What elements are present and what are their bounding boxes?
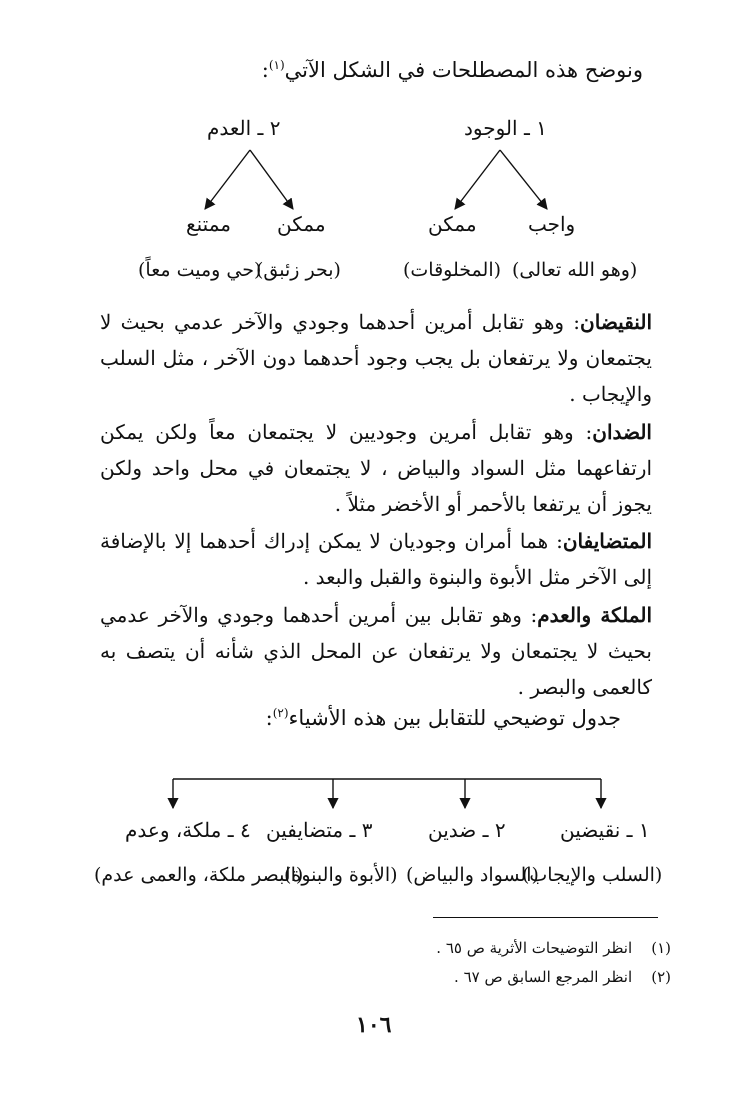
footnote-number: (٢) [651, 968, 671, 986]
intro-text: ونوضح هذه المصطلحات في الشكل الآتي [284, 58, 643, 82]
wujud-mumkin: ممكن [428, 212, 477, 236]
term-sep: : [521, 603, 538, 627]
wujud-label: ١ ـ الوجود [464, 116, 547, 140]
intro-colon: : [261, 58, 269, 82]
intro-line [262, 58, 643, 82]
table-item-1-label: ١ ـ نقيضين [560, 818, 650, 842]
table-item-2-example: (السواد والبياض) [406, 864, 539, 886]
footnote-2 [454, 968, 671, 986]
term-naqidan: النقيضان [580, 310, 652, 334]
term-sep: : [564, 310, 581, 334]
table-intro-line [266, 706, 621, 730]
footnote-mark-2: (٢) [272, 706, 289, 720]
wujud-mumkin-example: (المخلوقات) [403, 259, 502, 281]
footnote-1 [436, 939, 671, 957]
adam-arrow-left [250, 150, 293, 209]
adam-mumtani-example: (حي وميت معاً) [138, 259, 262, 281]
term-malaka: الملكة والعدم [537, 603, 652, 627]
term-sep: : [573, 420, 593, 444]
wujud-arrow-right [455, 150, 500, 209]
footnote-number: (١) [651, 939, 671, 957]
footnote-rule [433, 917, 658, 918]
footnote-mark-1: (١) [268, 58, 285, 72]
adam-mumkin-example: (بحر زئبق) [256, 259, 341, 281]
table-item-4-label: ٤ ـ ملكة، وعدم [125, 818, 251, 842]
table-item-1-example: (السلب والإيجاب) [522, 864, 663, 886]
footnote-text: انظر التوضيحات الأثرية ص ٦٥ . [436, 939, 633, 957]
paragraph-text: هما أمران وجوديان لا يمكن إدراك أحدهما إلا بالإضافة إلى الآخر مثل الأبوة والبنوة والقبل والبعد . [100, 529, 652, 589]
term-mutadayifan: المتضايفان [562, 529, 652, 553]
footnote-text: انظر المرجع السابق ص ٦٧ . [454, 968, 633, 986]
table-item-2-label: ٢ ـ ضدين [428, 818, 506, 842]
adam-mumtani: ممتنع [186, 212, 231, 236]
table-item-3-example: (الأبوة والبنوة) [284, 864, 398, 886]
paragraph-text: وهو تقابل أمرين وجوديين لا يجتمعان معاً ولكن يمكن ارتفاعهما مثل السواد والبياض ، لا يجتمعان في محل واحد ولكن يجوز أن يرتفعا بالأحمر أو الأخضر مثلاً . [100, 420, 653, 516]
table-intro-colon: : [265, 706, 273, 730]
wujud-arrow-left [500, 150, 547, 209]
paragraph-diddan [100, 414, 652, 522]
term-sep: : [548, 529, 563, 553]
adam-arrow-right [205, 150, 250, 209]
page-number: ١٠٦ [356, 1012, 392, 1038]
table-item-4-example: (البصر ملكة، والعمى عدم) [94, 864, 304, 886]
adam-mumkin: ممكن [277, 212, 326, 236]
term-diddan: الضدان [592, 420, 652, 444]
paragraph-naqidan [100, 304, 652, 412]
paragraph-mutadayifan [100, 523, 652, 595]
table-item-3-label: ٣ ـ متضايفين [266, 818, 373, 842]
paragraph-malaka [100, 597, 652, 705]
paragraph-text: وهو تقابل بين أمرين أحدهما وجودي والآخر عدمي بحيث لا يجتمعان ولا يرتفعان عن المحل الذي شأنه أن يتصف به كالعمى والبصر . [100, 603, 652, 699]
wujud-wajib-example: (وهو الله تعالى) [512, 259, 638, 281]
table-intro-text: جدول توضيحي للتقابل بين هذه الأشياء [288, 706, 621, 730]
adam-label: ٢ ـ العدم [207, 116, 281, 140]
wujud-wajib: واجب [528, 212, 576, 236]
paragraph-text: وهو تقابل أمرين أحدهما وجودي والآخر عدمي بحيث لا يجتمعان ولا يرتفعان بل يجب وجود أحدهما دون الآخر ، مثل السلب والإيجاب . [100, 310, 652, 406]
